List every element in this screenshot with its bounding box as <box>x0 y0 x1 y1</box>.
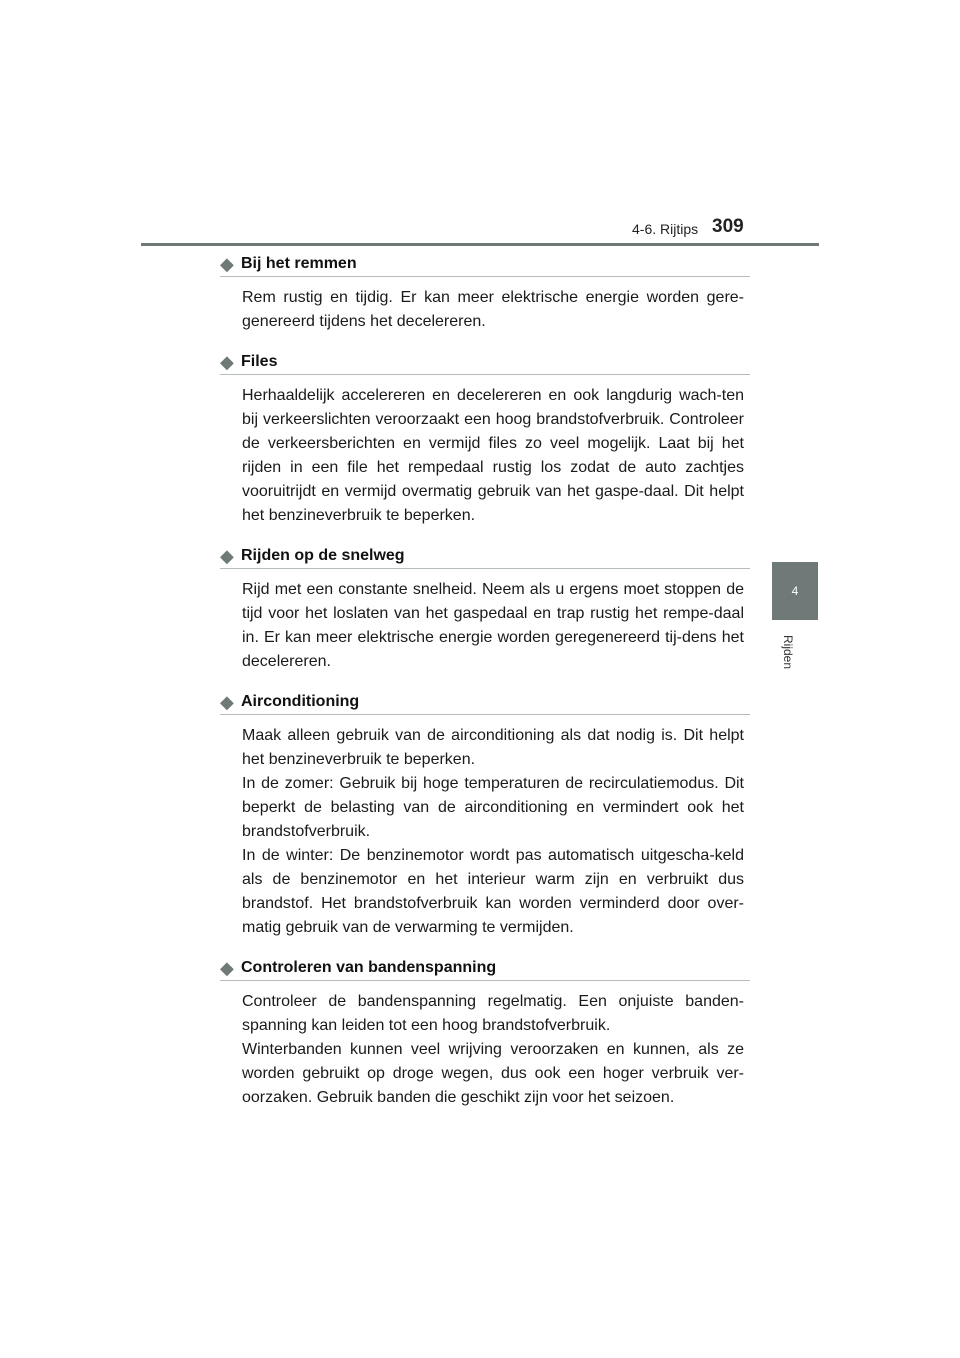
diamond-bullet-icon: ◆ <box>220 254 234 274</box>
paragraph: Winterbanden kunnen veel wrijving veroorzaken en kunnen, als ze worden gebruikt op droge wegen, dus ook een hoger verbruik ver-oorzaken. Gebruik banden die geschikt zijn voor het seizoen. <box>242 1041 744 1106</box>
section-heading <box>220 690 750 715</box>
section-title: Files <box>241 353 278 370</box>
section-heading <box>220 544 750 569</box>
section-title: Bij het remmen <box>241 255 357 272</box>
diamond-bullet-icon: ◆ <box>220 352 234 372</box>
section-title: Airconditioning <box>241 693 360 710</box>
main-content <box>220 252 750 1126</box>
diamond-bullet-icon: ◆ <box>220 546 234 566</box>
diamond-bullet-icon: ◆ <box>220 692 234 712</box>
chapter-number: 4 <box>791 584 799 598</box>
header-rule <box>141 243 819 246</box>
paragraph: In de winter: De benzinemotor wordt pas automatisch uitgescha-keld als de benzinemotor en het interieur warm zijn en verbruikt dus brandstof. Het brandstofverbruik kan worden verminderd door over-matig gebruik van de verwarming te vermijden. <box>242 847 744 936</box>
section-traffic-jams <box>220 350 750 528</box>
chapter-tab <box>772 562 818 620</box>
section-reference: 4-6. Rijtips <box>632 221 699 237</box>
section-title: Rijden op de snelweg <box>241 547 405 564</box>
diamond-bullet-icon: ◆ <box>220 958 234 978</box>
chapter-side-label: Rijden <box>781 634 795 670</box>
section-braking <box>220 252 750 334</box>
section-heading <box>220 956 750 981</box>
section-highway <box>220 544 750 674</box>
paragraph: Maak alleen gebruik van de airconditioning als dat nodig is. Dit helpt het benzineverbruik te beperken. <box>242 727 744 768</box>
section-heading <box>220 252 750 277</box>
paragraph: Herhaaldelijk accelereren en decelereren en ook langdurig wach-ten bij verkeerslichten veroorzaakt een hoog brandstofverbruik. Controleer de verkeersberichten en vermijd files zo veel mogelijk. Laat bij het rijden in een file het rempedaal rustig los zodat de auto zachtjes vooruitrijdt en vermijd overmatig gebruik van het gaspe-daal. Dit helpt het benzineverbruik te beperken. <box>242 387 744 524</box>
paragraph: Rem rustig en tijdig. Er kan meer elektrische energie worden gere-genereerd tijdens het decelereren. <box>242 289 744 330</box>
page-number: 309 <box>712 216 744 237</box>
section-tire-pressure <box>220 956 750 1110</box>
section-heading <box>220 350 750 375</box>
paragraph: Controleer de bandenspanning regelmatig. Een onjuiste banden-spanning kan leiden tot een hoog brandstofverbruik. <box>242 993 744 1034</box>
section-title: Controleren van bandenspanning <box>241 959 497 976</box>
section-air-conditioning <box>220 690 750 940</box>
paragraph: In de zomer: Gebruik bij hoge temperaturen de recirculatiemodus. Dit beperkt de belasting van de airconditioning en vermindert ook het brandstofverbruik. <box>242 775 744 840</box>
paragraph: Rijd met een constante snelheid. Neem als u ergens moet stoppen de tijd voor het loslaten van het gaspedaal en trap rustig het rempe-daal in. Er kan meer elektrische energie worden geregenereerd tij-dens het decelereren. <box>242 581 744 670</box>
